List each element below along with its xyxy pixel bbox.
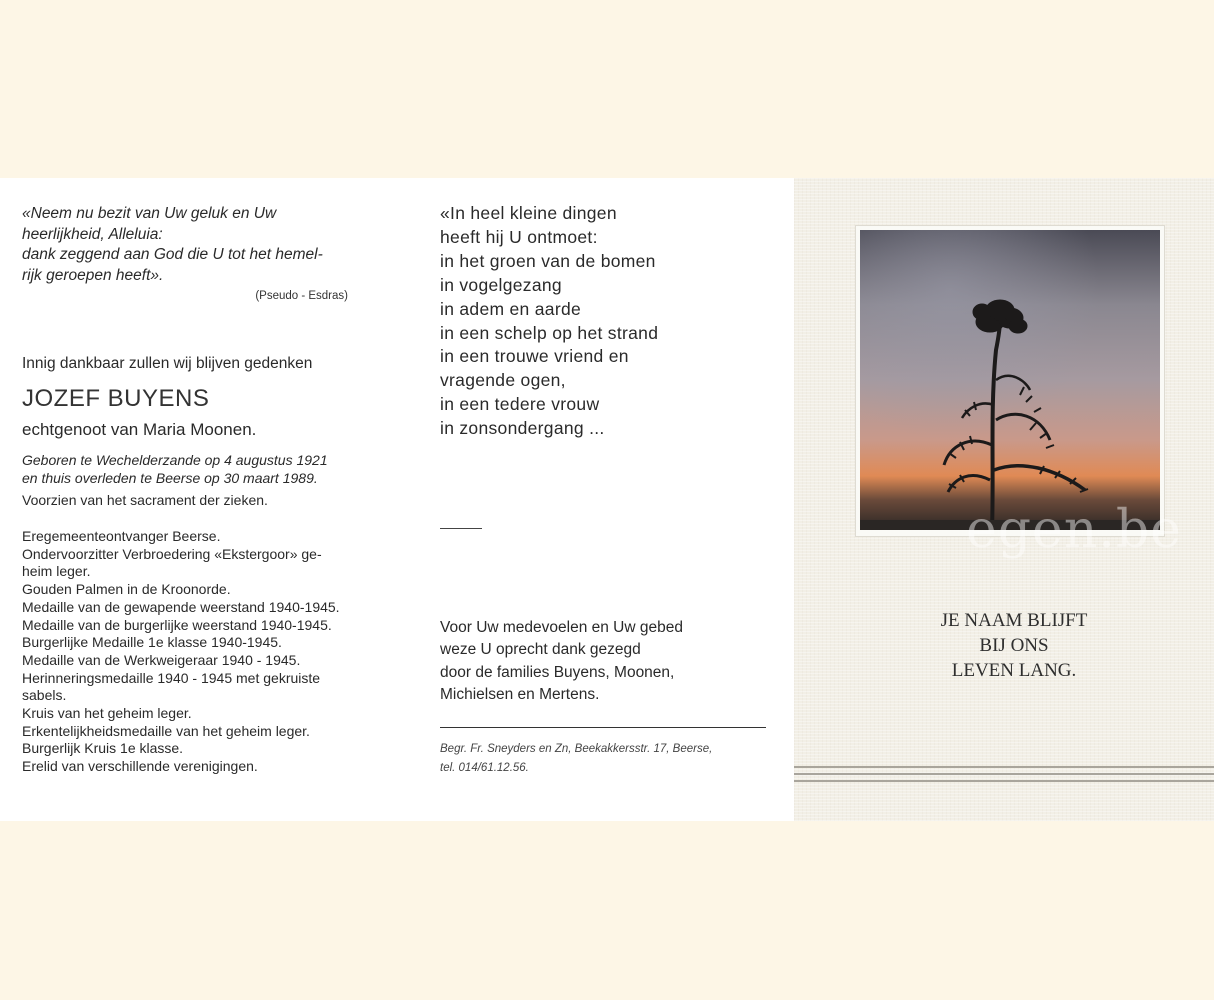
middle-panel bbox=[440, 178, 780, 821]
honour-item: Eregemeenteontvanger Beerse. bbox=[22, 528, 221, 544]
cover-motto bbox=[794, 608, 1214, 683]
poem-line: in een trouwe vriend en bbox=[440, 346, 629, 367]
honour-item: Herinneringsmedaille 1940 - 1945 met gekruiste bbox=[22, 669, 321, 686]
sacrament-line: Voorzien van het sacrament der zieken. bbox=[22, 492, 268, 508]
honour-item: Burgerlijke Medaille 1e klasse 1940-1945. bbox=[22, 634, 282, 651]
poem-line: heeft hij U ontmoet: bbox=[440, 226, 598, 247]
birth-death-dates bbox=[22, 452, 328, 487]
quote-line: rijk geroepen heeft». bbox=[22, 266, 164, 284]
poem-line: «In heel kleine dingen bbox=[440, 203, 617, 223]
honour-item: Ondervoorzitter Verbroedering «Ekstergoor» ge- bbox=[22, 545, 322, 562]
poem-line: in vogelgezang bbox=[440, 274, 562, 295]
honour-item: Gouden Palmen in de Kroonorde. bbox=[22, 581, 231, 598]
honour-item: sabels. bbox=[22, 687, 67, 704]
memorial-card bbox=[0, 178, 1214, 821]
honour-item: Erkentelijkheidsmedaille van het geheim leger. bbox=[22, 722, 310, 739]
poem-line: in zonsondergang ... bbox=[440, 418, 605, 439]
remembrance-intro: Innig dankbaar zullen wij blijven gedenken bbox=[22, 355, 313, 372]
dates-line: Geboren te Wechelderzande op 4 augustus 1921 bbox=[22, 452, 328, 468]
deceased-name: JOZEF BUYENS bbox=[22, 385, 210, 412]
thanks-line: Voor Uw medevoelen en Uw gebed bbox=[440, 619, 683, 636]
opening-quote bbox=[22, 204, 357, 286]
thanks-text bbox=[440, 617, 683, 706]
honour-item: Burgerlijk Kruis 1e klasse. bbox=[22, 740, 184, 757]
decorative-stripes bbox=[794, 766, 1214, 787]
quote-line: heerlijkheid, Alleluia: bbox=[22, 225, 163, 243]
poem-line: in het groen van de bomen bbox=[440, 250, 656, 271]
stripe bbox=[794, 780, 1214, 782]
flower-silhouette-image bbox=[860, 230, 1160, 530]
honours-list bbox=[22, 528, 362, 776]
stripe bbox=[794, 766, 1214, 768]
spouse-line: echtgenoot van Maria Moonen. bbox=[22, 420, 257, 439]
long-divider bbox=[440, 727, 766, 728]
left-panel bbox=[22, 178, 362, 821]
stripe bbox=[794, 773, 1214, 775]
honour-item: Erelid van verschillende verenigingen. bbox=[22, 758, 258, 775]
motto-line: BIJ ONS bbox=[979, 635, 1049, 656]
printer-line: tel. 014/61.12.56. bbox=[440, 761, 529, 774]
watermark-text: egen.be bbox=[966, 500, 1182, 560]
thanks-line: door de families Buyens, Moonen, bbox=[440, 663, 675, 681]
quote-line: «Neem nu bezit van Uw geluk en Uw bbox=[22, 205, 277, 222]
honour-item: Medaille van de burgerlijke weerstand 1940-1945. bbox=[22, 616, 332, 633]
motto-line: JE NAAM BLIJFT bbox=[940, 610, 1088, 631]
motto-line: LEVEN LANG. bbox=[951, 660, 1077, 681]
poem-line: in adem en aarde bbox=[440, 298, 582, 319]
thanks-line: weze U oprecht dank gezegd bbox=[440, 641, 641, 659]
poem-line: vragende ogen, bbox=[440, 370, 566, 391]
flower-photo bbox=[856, 226, 1182, 560]
poem-line: in een schelp op het strand bbox=[440, 322, 659, 343]
honour-item: heim leger. bbox=[22, 563, 91, 580]
honour-item: Kruis van het geheim leger. bbox=[22, 705, 192, 722]
quote-line: dank zeggend aan God die U tot het hemel- bbox=[22, 246, 323, 263]
dates-line: en thuis overleden te Beerse op 30 maart 1989. bbox=[22, 469, 318, 486]
printer-line: Begr. Fr. Sneyders en Zn, Beekakkersstr. 17, Beerse, bbox=[440, 743, 713, 755]
printer-credit bbox=[440, 740, 770, 777]
cover-panel bbox=[794, 178, 1214, 821]
honour-item: Medaille van de Werkweigeraar 1940 - 1945. bbox=[22, 651, 301, 668]
thanks-line: Michielsen en Mertens. bbox=[440, 685, 600, 703]
poem-line: in een tedere vrouw bbox=[440, 394, 600, 415]
poem bbox=[440, 202, 658, 441]
quote-source: (Pseudo - Esdras) bbox=[255, 290, 348, 302]
short-divider bbox=[440, 528, 482, 529]
honour-item: Medaille van de gewapende weerstand 1940-1945. bbox=[22, 598, 340, 615]
